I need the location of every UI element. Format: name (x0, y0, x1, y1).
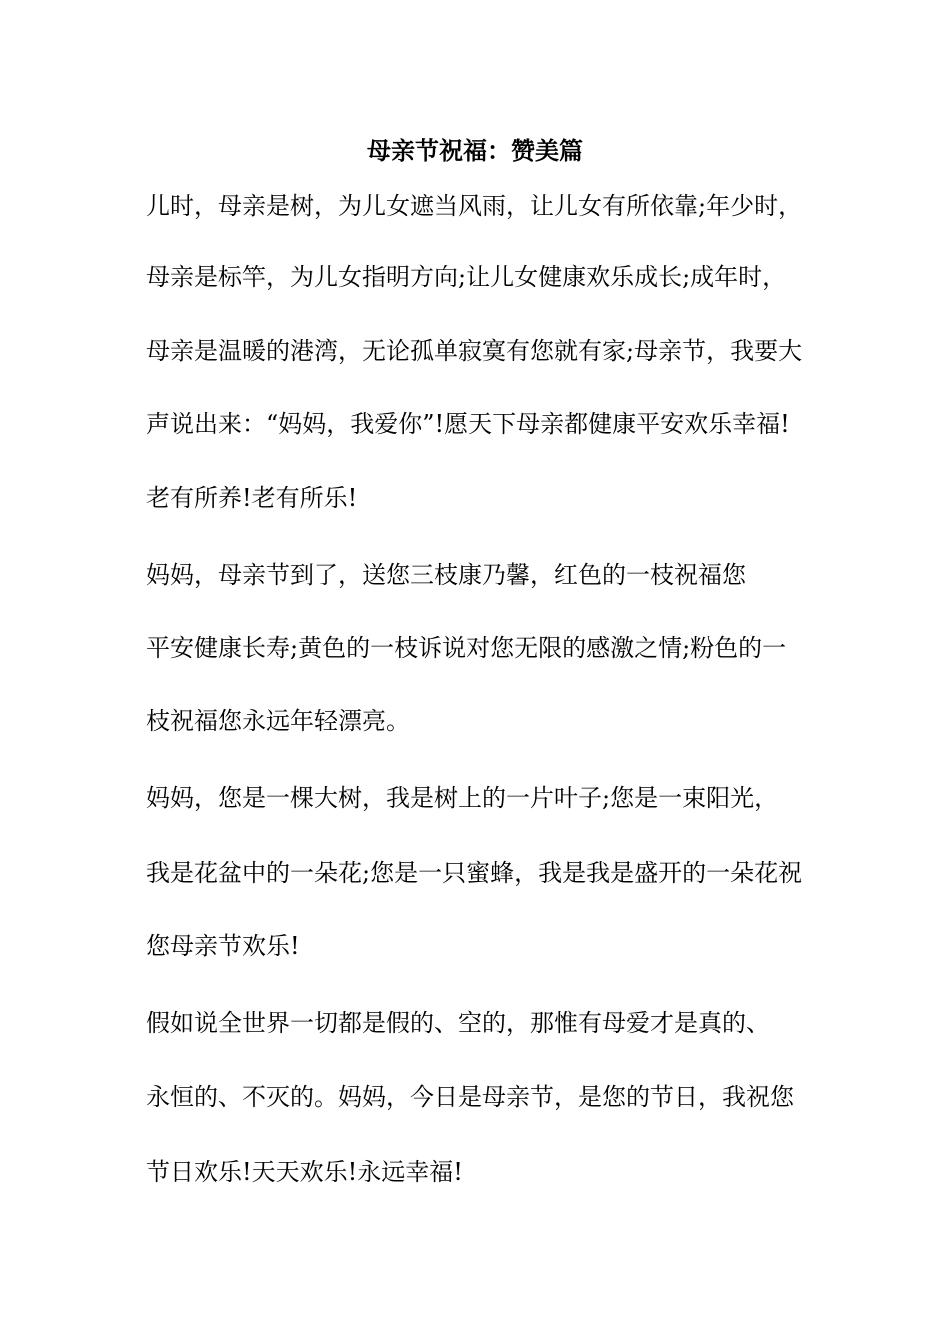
document-title: 母亲节祝福：赞美篇 (367, 136, 583, 165)
paragraph-3-line-3: 您母亲节欢乐! (146, 932, 300, 960)
paragraph-2-line-2: 平安健康长寿;黄色的一枝诉说对您无限的感激之情;粉色的一 (146, 634, 787, 662)
paragraph-1-line-5: 老有所养!老有所乐! (146, 484, 358, 512)
paragraph-4-line-3: 节日欢乐!天天欢乐!永远幸福! (146, 1158, 463, 1186)
paragraph-1-line-1: 儿时，母亲是树，为儿女遮当风雨，让儿女有所依靠;年少时， (146, 192, 803, 220)
paragraph-2-line-1: 妈妈，母亲节到了，送您三枝康乃馨，红色的一枝祝福您 (146, 561, 746, 589)
paragraph-3-line-2: 我是花盆中的一朵花;您是一只蜜蜂，我是我是盛开的一朵花祝 (146, 859, 803, 887)
paragraph-2-line-3: 枝祝福您永远年轻漂亮。 (146, 707, 410, 735)
paragraph-1-line-3: 母亲是温暖的港湾，无论孤单寂寞有您就有家;母亲节，我要大 (146, 337, 803, 365)
paragraph-1-line-4: 声说出来：“妈妈，我爱你”!愿天下母亲都健康平安欢乐幸福! (146, 410, 790, 438)
paragraph-1-line-2: 母亲是标竿，为儿女指明方向;让儿女健康欢乐成长;成年时， (146, 263, 787, 291)
paragraph-4-line-1: 假如说全世界一切都是假的、空的，那惟有母爱才是真的、 (146, 1009, 770, 1037)
paragraph-4-line-2: 永恒的、不灭的。妈妈，今日是母亲节，是您的节日，我祝您 (146, 1083, 794, 1111)
paragraph-3-line-1: 妈妈，您是一棵大树，我是树上的一片叶子;您是一束阳光， (146, 784, 779, 812)
